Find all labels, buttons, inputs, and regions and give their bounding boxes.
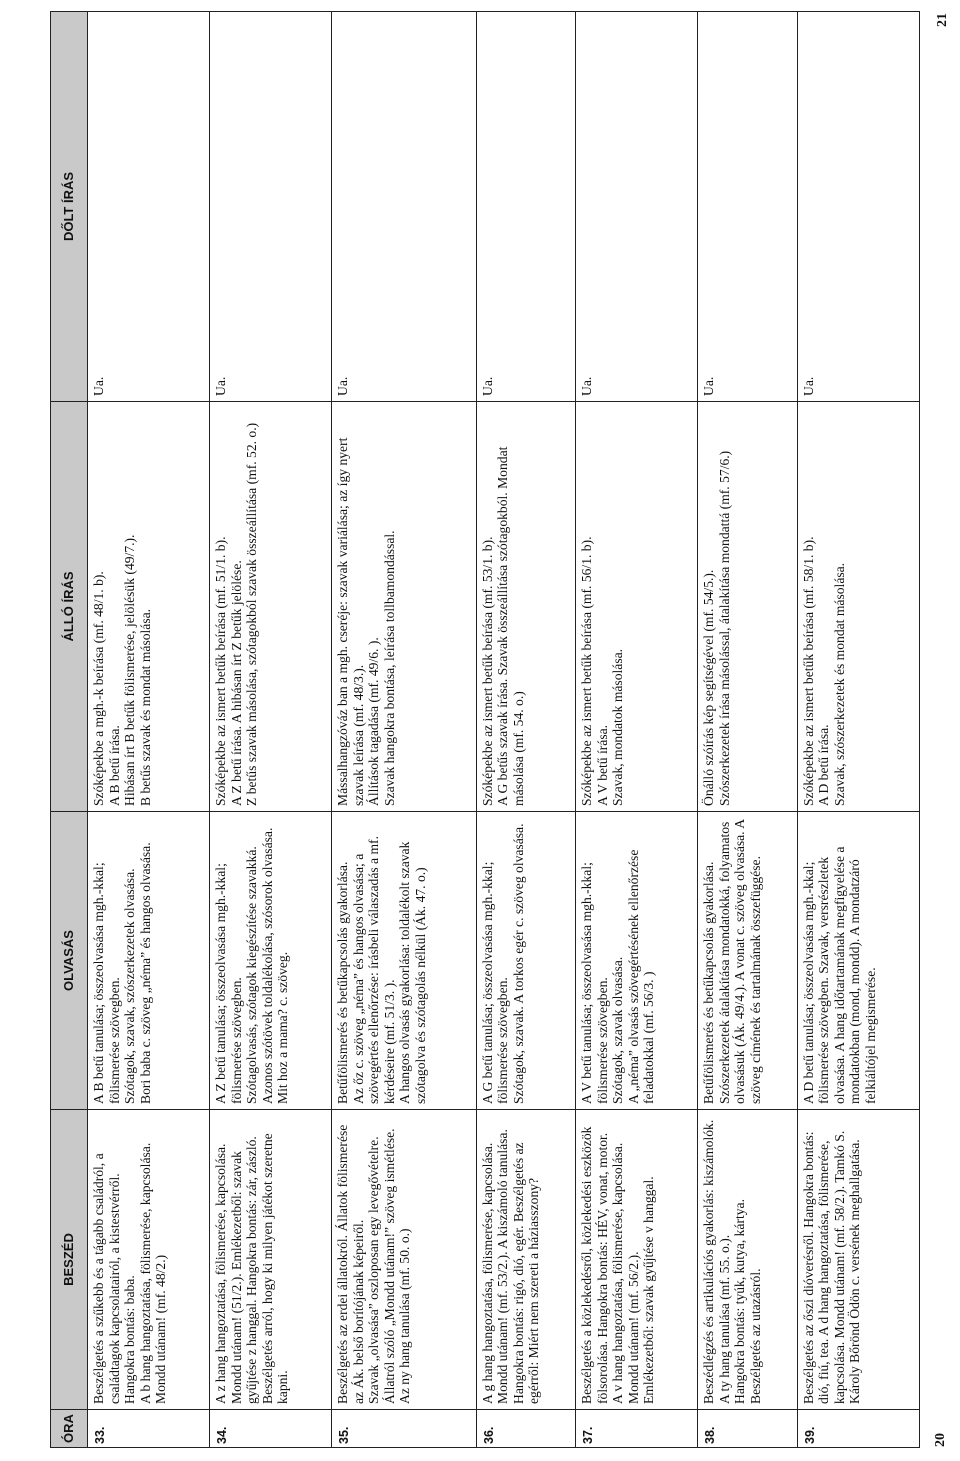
beszed-line: Beszélgetés az erdei állatokról. Állatok fölismerése az Ák. belső borítójának képeiről. xyxy=(335,1124,366,1404)
cell-dolt: Ua. xyxy=(332,12,476,402)
allo-line: Szavak, mondatok másolása. xyxy=(610,648,626,806)
lesson-number: 37. xyxy=(576,1410,698,1448)
cell-allo xyxy=(332,402,476,812)
header-ora: ÓRA xyxy=(51,1410,88,1448)
beszed-line: A g hang hangoztatása, fölismerése, kapcsolása. Mondd utánam! (mf. 53/2.). A kiszámoló tanulása. Hangokra bontás: rigó, dió, egér. Beszélgetés az egérről: Miért nem szereti a háziasszony? xyxy=(479,1129,542,1404)
olvasas-line: Szószerkezetek átalakítása mondatokká, folyamatos olvasásuk (Ák. 49/4.). A vonat c. szöveg olvasása. A szöveg címének és tartalmának összefüggése. xyxy=(716,819,763,1104)
table-row xyxy=(88,12,210,1448)
header-row xyxy=(51,12,88,1448)
cell-dolt: Ua. xyxy=(698,12,798,402)
beszed-line: Beszélgetés az őszi dióverésről. Hangokra bontás: dió, fiú, tea. A d hang hangoztatása, fölismerése, kapcsolása. Mondd utánam! (mf. 58/2.). Tamkó S. Károly Bőrönd Ödön c. versének meghallgatása. xyxy=(800,1130,863,1404)
olvasas-line: A G betű tanulása; összeolvasása mgh.-kkal; fölismerése szövegben. xyxy=(479,861,511,1104)
allo-line: Szóképekbe az ismert betűk beírása (mf. 58/1. b). xyxy=(800,536,816,806)
allo-line: A Z betű írása. A hibásan írt Z betűk jelölése. xyxy=(228,560,244,806)
beszed-line: Beszédlégzés és artikulációs gyakorlás: kiszámolók. xyxy=(701,1119,717,1404)
beszed-line: Beszélgetés arról, hogy ki milyen játékot szeretne kapni. xyxy=(259,1133,291,1404)
olvasas-line: A „néma” olvasás szövegértésének ellenőrzése feladatokkal (mf. 56/3. ) xyxy=(625,849,657,1104)
cell-beszed xyxy=(210,1110,332,1410)
lesson-number: 33. xyxy=(88,1410,210,1448)
cell-beszed xyxy=(797,1110,919,1410)
header-olvasas: OLVASÁS xyxy=(51,812,88,1110)
lesson-number: 38. xyxy=(698,1410,798,1448)
olvasas-line: Szótagok, szavak olvasása. xyxy=(610,956,626,1104)
beszed-line: Hangokra bontás: baba. xyxy=(122,1275,137,1404)
allo-line: B betűs szavak és mondat másolása. xyxy=(137,608,153,806)
cell-beszed xyxy=(698,1110,798,1410)
cell-allo xyxy=(210,402,332,812)
cell-beszed xyxy=(332,1110,476,1410)
allo-line: Hibásan írt B betűk fölismerése, jelölésük (49/7.). xyxy=(122,534,137,806)
beszed-line: Mondd utánam! (mf. 56/2.). xyxy=(625,1251,641,1404)
table-row xyxy=(476,12,576,1448)
olvasas-line: Szótagolvasás, szótagok kiegészítése szavakká. xyxy=(244,846,260,1104)
cell-olvasas xyxy=(698,812,798,1110)
allo-line: Szóképekbe az ismert betűk beírása (mf. 53/1. b). xyxy=(479,536,495,806)
allo-line: Szószerkezetek írása másolással, átalakítása mondattá (mf. 57/6.) xyxy=(716,450,732,806)
allo-line: Z betűs szavak másolása, szótagokból szavak összeállítása (mf. 52. o.) xyxy=(244,422,260,806)
olvasas-line: Szótagok, szavak, szószerkezetek olvasása. xyxy=(122,868,137,1104)
table-body xyxy=(88,12,920,1448)
lesson-number: 35. xyxy=(332,1410,476,1448)
beszed-line: Beszélgetés a szűkebb és a tágabb családról, a családtagok kapcsolatairól, a kistestvérről. xyxy=(91,1153,122,1404)
olvasas-line: Az őz c. szöveg „néma” és hangos olvasása; a szövegértés ellenőrzése: írásbeli válaszadás a mf. kérdéseire (mf. 51/3. ). xyxy=(350,836,397,1104)
cell-allo xyxy=(576,402,698,812)
allo-line: A G betűs szavak írása. Szavak összeállítása szótagokból. Mondat másolása (mf. 54. o.) xyxy=(495,446,526,806)
cell-olvasas xyxy=(210,812,332,1110)
page-number-left: 20 xyxy=(933,1433,948,1447)
header-allo-iras: ÁLLÓ ÍRÁS xyxy=(51,402,88,812)
curriculum-table xyxy=(50,11,920,1448)
table-row xyxy=(698,12,798,1448)
allo-line: Szavak, szószerkezetek és mondat másolása. xyxy=(831,562,847,806)
olvasas-line: Betűfölismerés és betűkapcsolás gyakorlása. xyxy=(701,861,717,1104)
cell-beszed xyxy=(88,1110,210,1410)
allo-line: Állítások tagadása (mf. 49/6. ). xyxy=(366,637,382,806)
cell-olvasas xyxy=(88,812,210,1110)
allo-line: A B betű írása. xyxy=(106,725,122,806)
beszed-line: Az ny hang tanulása (mf. 50. o.) xyxy=(397,1228,413,1404)
cell-allo xyxy=(476,402,576,812)
olvasas-line: A V betű tanulása; összeolvasása mgh.-kkal; fölismerése szövegben. xyxy=(579,862,610,1104)
olvasas-line: Betűfölismerés és betűkapcsolás gyakorlása. xyxy=(335,861,351,1104)
cell-allo xyxy=(698,402,798,812)
beszed-line: Emlékezetből: szavak gyűjtése v hanggal. xyxy=(641,1176,657,1404)
allo-line: Mássalhangzóváz ban a mgh. cseréje: szavak variálása; az így nyert szavak leírása (mf. 48/3.). xyxy=(335,437,366,806)
table-row xyxy=(332,12,476,1448)
olvasas-line: Mit hoz a mama? c. szöveg. xyxy=(275,951,291,1104)
table-row xyxy=(797,12,919,1448)
allo-line: A V betű írása. xyxy=(594,724,610,806)
cell-dolt: Ua. xyxy=(476,12,576,402)
beszed-line: Mondd utánam! (mf. 48/2.) xyxy=(153,1254,168,1404)
beszed-line: Hangokra bontás: tyúk, kutya, kártya. xyxy=(732,1199,748,1404)
olvasas-line: A Z betű tanulása; összeolvasása mgh.-kkal; fölismerése szövegben. xyxy=(213,863,244,1104)
table-row xyxy=(576,12,698,1448)
cell-beszed xyxy=(476,1110,576,1410)
beszed-line: Állatról szóló „Mondd utánam!” szöveg ismétlése. xyxy=(381,1128,397,1404)
cell-beszed xyxy=(576,1110,698,1410)
cell-dolt: Ua. xyxy=(797,12,919,402)
lesson-number: 34. xyxy=(210,1410,332,1448)
cell-olvasas xyxy=(476,812,576,1110)
allo-line: Szavak hangokra bontása, leírása tollbamondással. xyxy=(381,530,397,806)
cell-allo xyxy=(797,402,919,812)
cell-olvasas xyxy=(797,812,919,1110)
allo-line: A D betű írása. xyxy=(816,724,832,806)
cell-olvasas xyxy=(332,812,476,1110)
olvasas-line: A B betű tanulása; összeolvasása mgh.-kkal; fölismerése szövegben. xyxy=(91,862,122,1104)
cell-olvasas xyxy=(576,812,698,1110)
cell-allo xyxy=(88,402,210,812)
olvasas-line: Bori baba c. szöveg „néma” és hangos olvasása. xyxy=(137,842,153,1104)
lesson-number: 39. xyxy=(797,1410,919,1448)
cell-dolt: Ua. xyxy=(210,12,332,402)
beszed-line: A z hang hangoztatása, fölismerése, kapcsolása. xyxy=(213,1143,229,1404)
beszed-line: A v hang hangoztatása, fölismerése, kapcsolása. xyxy=(610,1142,626,1404)
header-beszed: BESZÉD xyxy=(51,1110,88,1410)
beszed-line: Beszélgetés a közlekedésről, közlekedési eszközök fölsorolása. Hangokra bontás: HÉV, vonat, motor. xyxy=(579,1126,610,1404)
allo-line: Szóképekbe az ismert betűk beírása (mf. 56/1. b). xyxy=(579,536,595,806)
page-number-right: 21 xyxy=(935,13,950,27)
allo-line: Önálló szóírás kép segítségével (mf. 54/5.). xyxy=(701,569,717,806)
table-row xyxy=(210,12,332,1448)
beszed-line: A ty hang tanulása (mf. 55. o.). xyxy=(716,1234,732,1404)
olvasas-line: A hangos olvasás gyakorlása: toldalékolt szavak szótagolva és szótagolás nélkül (Ák. 47. o.) xyxy=(397,841,428,1104)
beszed-line: A b hang hangoztatása, fölismerése, kapcsolása. xyxy=(137,1142,153,1404)
olvasas-line: Szótagok, szavak. A torkos egér c. szöveg olvasása. xyxy=(510,823,526,1104)
beszed-line: Beszélgetés az utazásról. xyxy=(747,1268,763,1404)
olvasas-line: Azonos szótövek toldalékolása, szósorok olvasása. xyxy=(259,827,275,1104)
allo-line: Szóképekbe az ismert betűk beírása (mf. 51/1. b). xyxy=(213,536,229,806)
beszed-line: Szavak „olvasása” oszloposan egy levegővételre. xyxy=(366,1136,382,1404)
header-dolt-iras: DŐLT ÍRÁS xyxy=(51,12,88,402)
allo-line: Szóképekbe a mgh.-k beírása (mf. 48/1. b). xyxy=(91,571,106,806)
cell-dolt: Ua. xyxy=(576,12,698,402)
olvasas-line: A D betű tanulása; összeolvasása mgh.-kkal; fölismerése szövegben. Szavak, versrészletek olvasása. A hang időtartamának megfigyelése a mondatokban (mond, mondd). A mondatzáró felkiáltójel megismerése. xyxy=(800,846,878,1104)
beszed-line: Mondd utánam! (51/2.). Emlékezetből: szavak gyűjtése z hanggal. Hangokra bontás: zár, zászló. xyxy=(228,1136,260,1404)
lesson-number: 36. xyxy=(476,1410,576,1448)
rotated-curriculum-table xyxy=(50,12,920,1448)
cell-dolt: Ua. xyxy=(88,12,210,402)
